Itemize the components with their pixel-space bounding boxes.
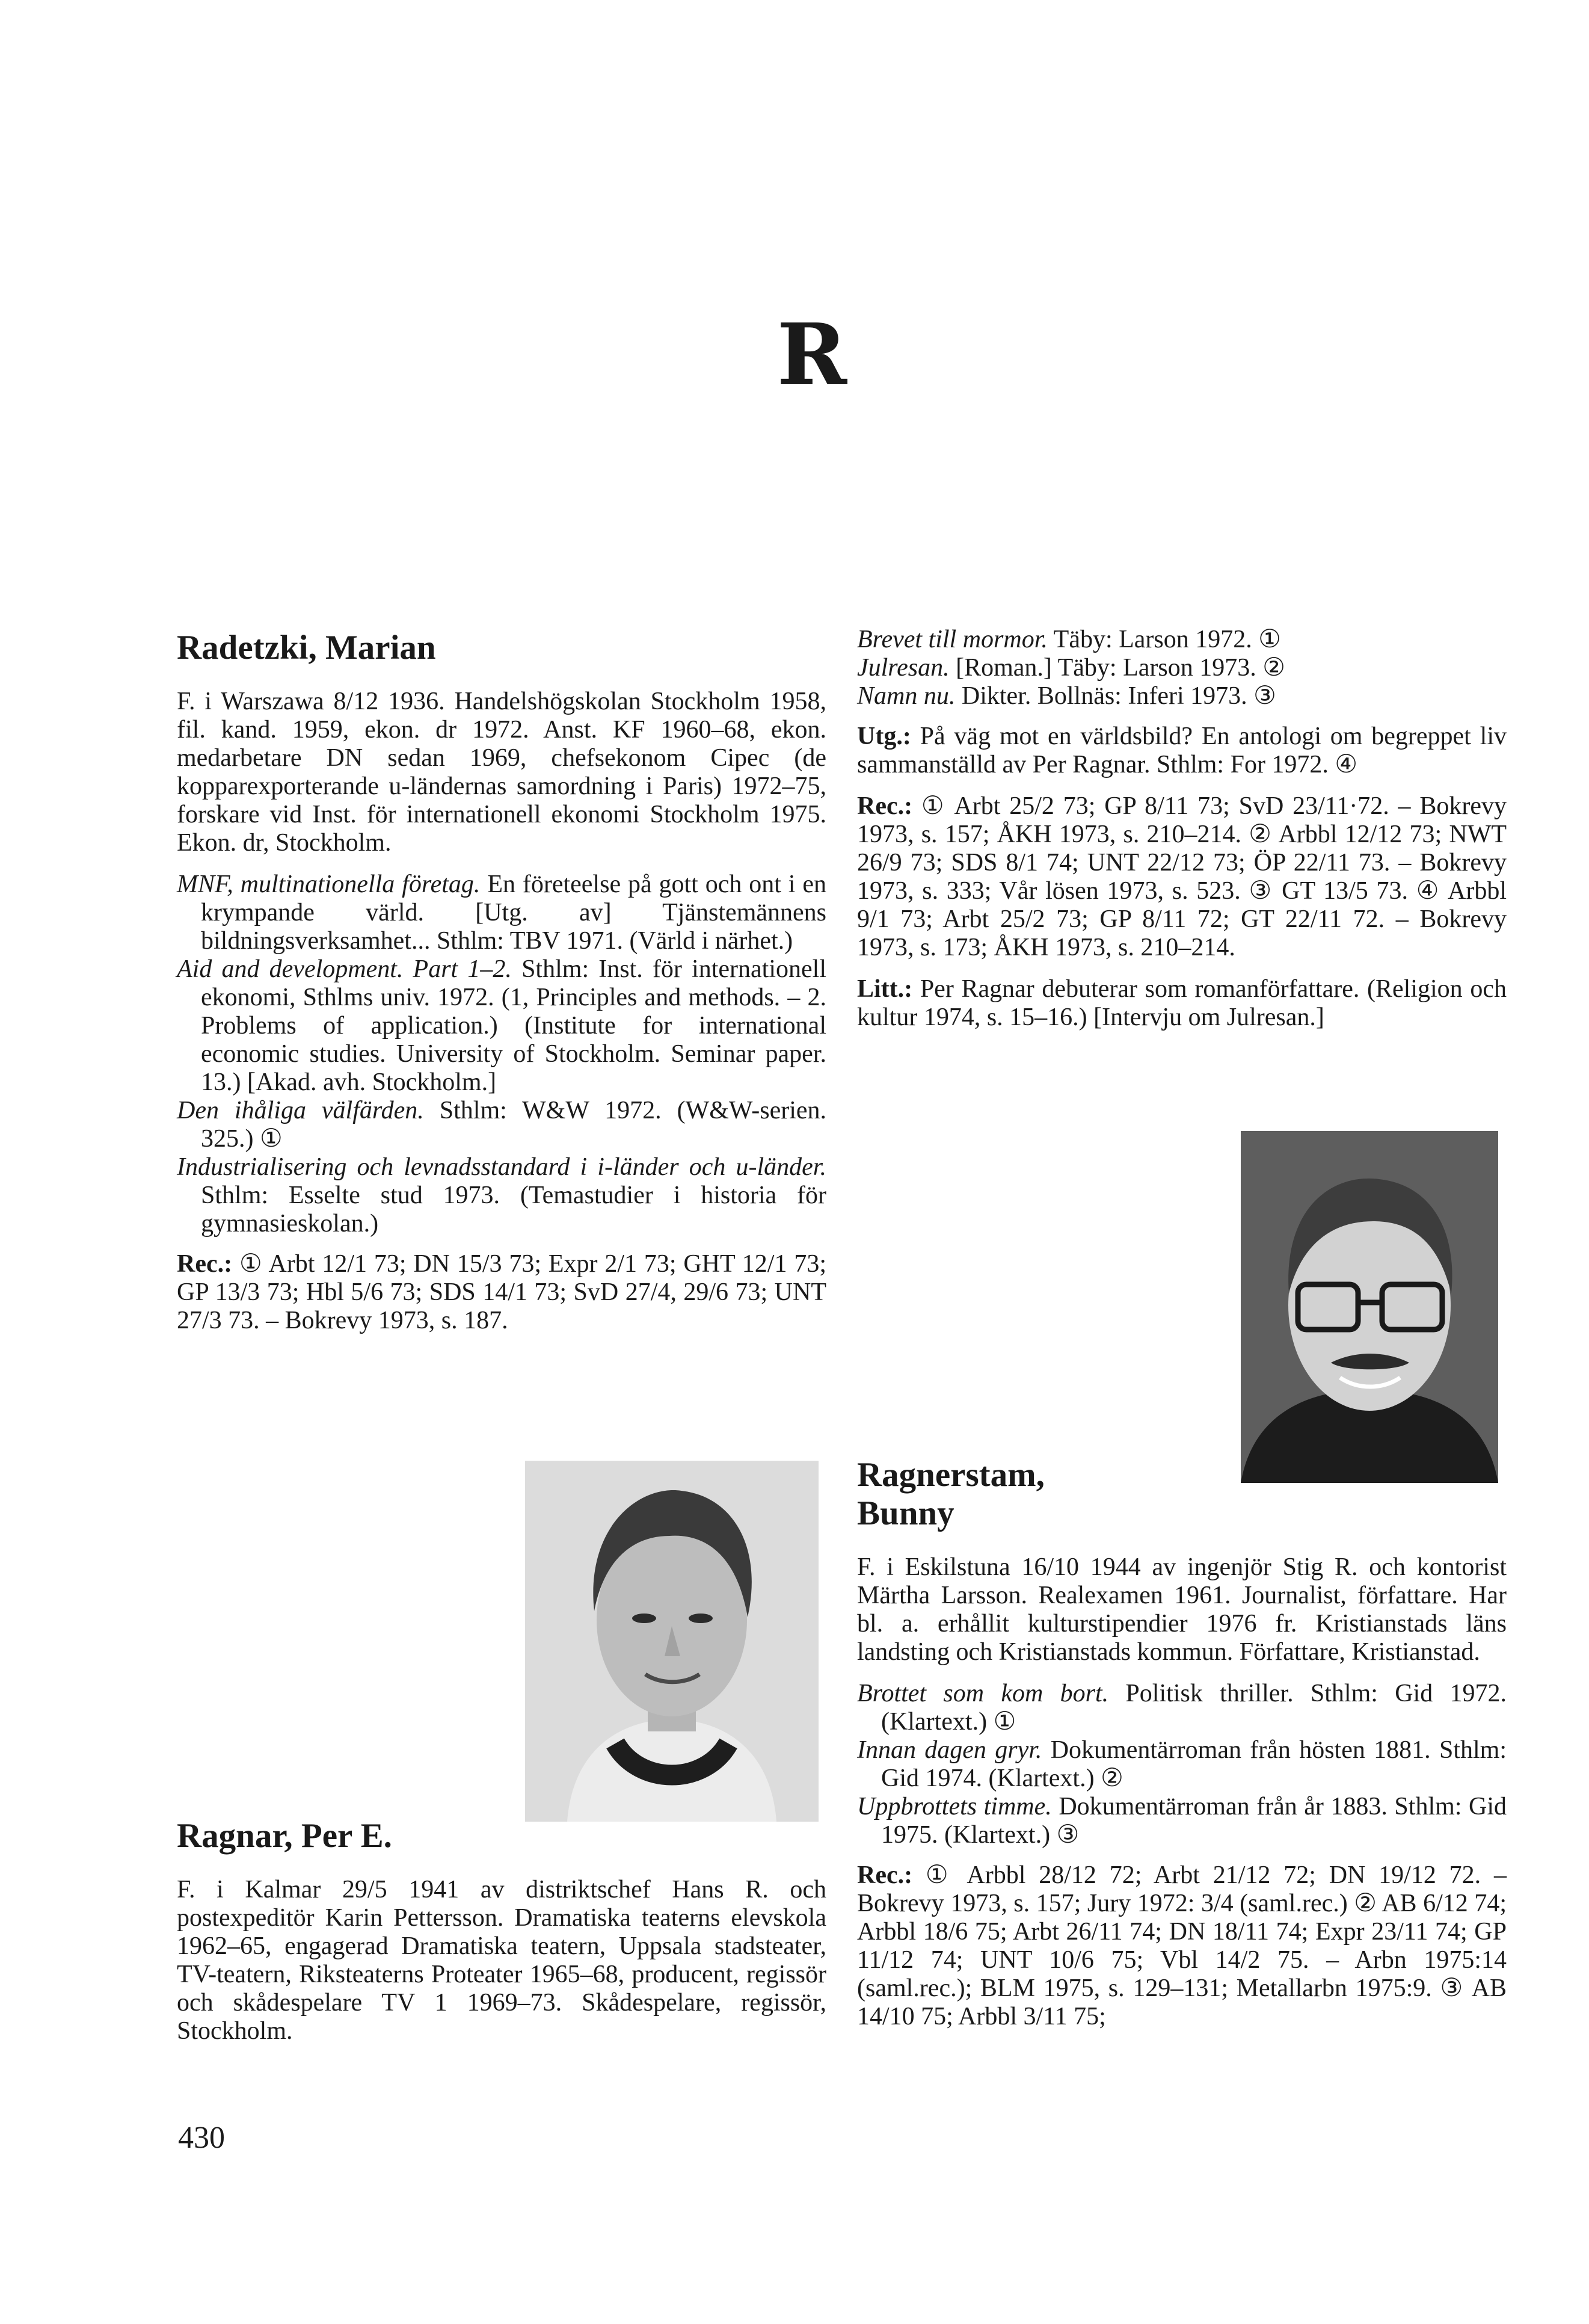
work-details: Dokumentärroman från år 1883. Sthlm: Gid 1975. (Klartext.) ③ bbox=[881, 1792, 1507, 1849]
entry-name-line: Bunny bbox=[857, 1494, 954, 1532]
portrait-photo-bunny-ragnerstam bbox=[1241, 1131, 1498, 1483]
work-details: Sthlm: Esselte stud 1973. (Temastudier i historia för gymnasieskolan.) bbox=[201, 1182, 826, 1238]
edited-label: Utg.: bbox=[857, 723, 911, 751]
work-item bbox=[857, 1680, 1507, 1736]
entry-name-line: Ragnerstam, bbox=[857, 1456, 1045, 1494]
section-letter: R bbox=[776, 306, 847, 404]
work-title: Julresan. bbox=[857, 654, 950, 682]
reviews-label: Rec.: bbox=[857, 792, 913, 821]
entry-name: Ragnar, Per E. bbox=[177, 1817, 392, 1855]
work-title: Uppbrottets timme. bbox=[857, 1792, 1052, 1820]
entry-name bbox=[857, 1456, 1507, 1533]
portrait-image bbox=[525, 1461, 819, 1822]
edited-text: På väg mot en världsbild? En antologi om begreppet liv sammanställd av Per Ragnar. Sthlm: For 1972. ④ bbox=[857, 723, 1507, 779]
portrait-photo-per-ragnar bbox=[525, 1461, 819, 1822]
reviews-text: ① Arbt 25/2 73; GP 8/11 73; SvD 23/11·72. – Bokrevy 1973, s. 157; ÅKH 1973, s. 210–214. ② Arbbl 12/12 73; NWT 26/9 73; SDS 8/1 74; UNT 22/12 73; ÖP 22/11 73. – Bokrevy 1973, s. 333; Vår lösen 1973, s. 523. ③ GT 13/5 73. ④ Arbbl 9/1 73; Arbt 25/2 73; GP 8/11 72; GT 22/11 72. – Bokrevy 1973, s. 173; ÅKH 1973, s. 210–214. bbox=[857, 792, 1507, 962]
work-title: Brottet som kom bort. bbox=[857, 1679, 1109, 1707]
work-item bbox=[177, 955, 826, 1097]
entry-radetzki bbox=[177, 629, 826, 1349]
entry-name: Radetzki, Marian bbox=[177, 629, 436, 667]
entry-ragnerstam bbox=[857, 1456, 1507, 2044]
work-list bbox=[857, 1680, 1507, 1849]
work-list bbox=[177, 871, 826, 1238]
work-title: Innan dagen gryr. bbox=[857, 1736, 1042, 1764]
reviews bbox=[857, 1861, 1507, 2031]
work-item bbox=[857, 1736, 1507, 1793]
literature bbox=[857, 975, 1507, 1032]
work-details: Dokumentärroman från hösten 1881. Sthlm: Gid 1974. (Klartext.) ② bbox=[881, 1736, 1507, 1792]
portrait-image bbox=[1241, 1131, 1498, 1483]
work-item bbox=[177, 1097, 826, 1153]
edited-works bbox=[857, 723, 1507, 779]
work-details: Täby: Larson 1972. ① bbox=[1047, 626, 1281, 653]
work-title: Aid and development. Part 1–2. bbox=[177, 955, 512, 984]
reviews-text: ① Arbbl 28/12 72; Arbt 21/12 72; DN 19/12 72. – Bokrevy 1973, s. 157; Jury 1972: 3/4 (saml.rec.) ② AB 6/12 74; Arbbl 18/6 75; Arbt 26/11 74; DN 18/11 74; Expr 23/11 74; GP 11/12 74; UNT 10/6 75; Vbl 14/2 75. – Arbn 1975:14 (saml.rec.); BLM 1975, s. 129–131; Metallarbn 1975:9. ③ AB 14/10 75; Arbbl 3/11 75; bbox=[857, 1861, 1507, 2031]
work-item bbox=[177, 1153, 826, 1238]
entry-bio: F. i Kalmar 29/5 1941 av distriktschef Hans R. och postexpeditör Karin Pettersson. Dramatiska teaterns elevskola 1962–65, engagerad Dramatiska teatern, Uppsala stadsteater, TV-teatern, Riksteaterns Proteater 1965–68, producent, regissör och skådespelare TV 1 1969–73. Skådespelare, regissör, Stockholm. bbox=[177, 1875, 826, 2045]
work-details: Politisk thriller. Sthlm: Gid 1972. (Klartext.) ① bbox=[881, 1679, 1507, 1736]
work-title: Brevet till mormor. bbox=[857, 626, 1048, 653]
work-item bbox=[857, 1793, 1507, 1849]
work-list bbox=[857, 626, 1507, 710]
reviews-label: Rec.: bbox=[857, 1861, 913, 1889]
entry-bio: F. i Eskilstuna 16/10 1944 av ingenjör Stig R. och kontorist Märtha Larsson. Realexamen 1961. Journalist, författare. Har bl. a. erhållit kulturstipendier 1976 fr. Kristianstads läns landsting och Kristianstads kommun. Författare, Kristianstad. bbox=[857, 1553, 1507, 1666]
work-item bbox=[857, 654, 1507, 682]
work-title: Namn nu. bbox=[857, 682, 956, 710]
work-item bbox=[857, 626, 1507, 654]
work-title: Industrialisering och levnadsstandard i i-länder och u-länder. bbox=[177, 1153, 826, 1182]
reviews bbox=[857, 792, 1507, 962]
work-title: Den ihåliga välfärden. bbox=[177, 1097, 424, 1125]
literature-text: Per Ragnar debuterar som romanförfattare. (Religion och kultur 1974, s. 15–16.) [Intervju om Julresan.] bbox=[857, 975, 1507, 1032]
page-number: 430 bbox=[178, 2121, 225, 2155]
work-details: Dikter. Bollnäs: Inferi 1973. ③ bbox=[955, 682, 1276, 710]
literature-label: Litt.: bbox=[857, 975, 913, 1003]
work-details: En företeelse på gott och ont i en krympande värld. [Utg. av] Tjänstemännens bildningsverksamhet... Sthlm: TBV 1971. (Värld i närhet.) bbox=[201, 871, 826, 955]
work-item bbox=[177, 871, 826, 955]
reviews-label: Rec.: bbox=[177, 1250, 233, 1278]
work-item bbox=[857, 682, 1507, 710]
entry-bio: F. i Warszawa 8/12 1936. Handelshögskolan Stockholm 1958, fil. kand. 1959, ekon. dr 1972. Anst. KF 1960–68, ekon. medarbetare DN sedan 1969, chefsekonom Cipec (de kopparexporterande u-ländernas samordning i Paris) 1972–75, forskare vid Inst. för internationell ekonomi Stockholm 1975. Ekon. dr, Stockholm. bbox=[177, 687, 826, 857]
work-details: Sthlm: Inst. för internationell ekonomi, Sthlms univ. 1972. (1, Principles and methods. – 2. Problems of application.) (Institute for international economic studies. University of Stockholm. Seminar paper. 13.) [Akad. avh. Stockholm.] bbox=[201, 955, 827, 1097]
entry-ragnar-continued bbox=[857, 626, 1507, 1045]
work-details: Sthlm: W&W 1972. (W&W-serien. 325.) ① bbox=[201, 1097, 827, 1153]
work-details: [Roman.] Täby: Larson 1973. ② bbox=[949, 654, 1285, 682]
reviews bbox=[177, 1250, 826, 1335]
entry-ragnar bbox=[177, 1817, 826, 2059]
reviews-text: ① Arbt 12/1 73; DN 15/3 73; Expr 2/1 73; GHT 12/1 73; GP 13/3 73; Hbl 5/6 73; SDS 14/1 73; SvD 27/4, 29/6 73; UNT 27/3 73. – Bokrevy 1973, s. 187. bbox=[177, 1250, 826, 1335]
work-title: MNF, multinationella företag. bbox=[177, 871, 481, 899]
